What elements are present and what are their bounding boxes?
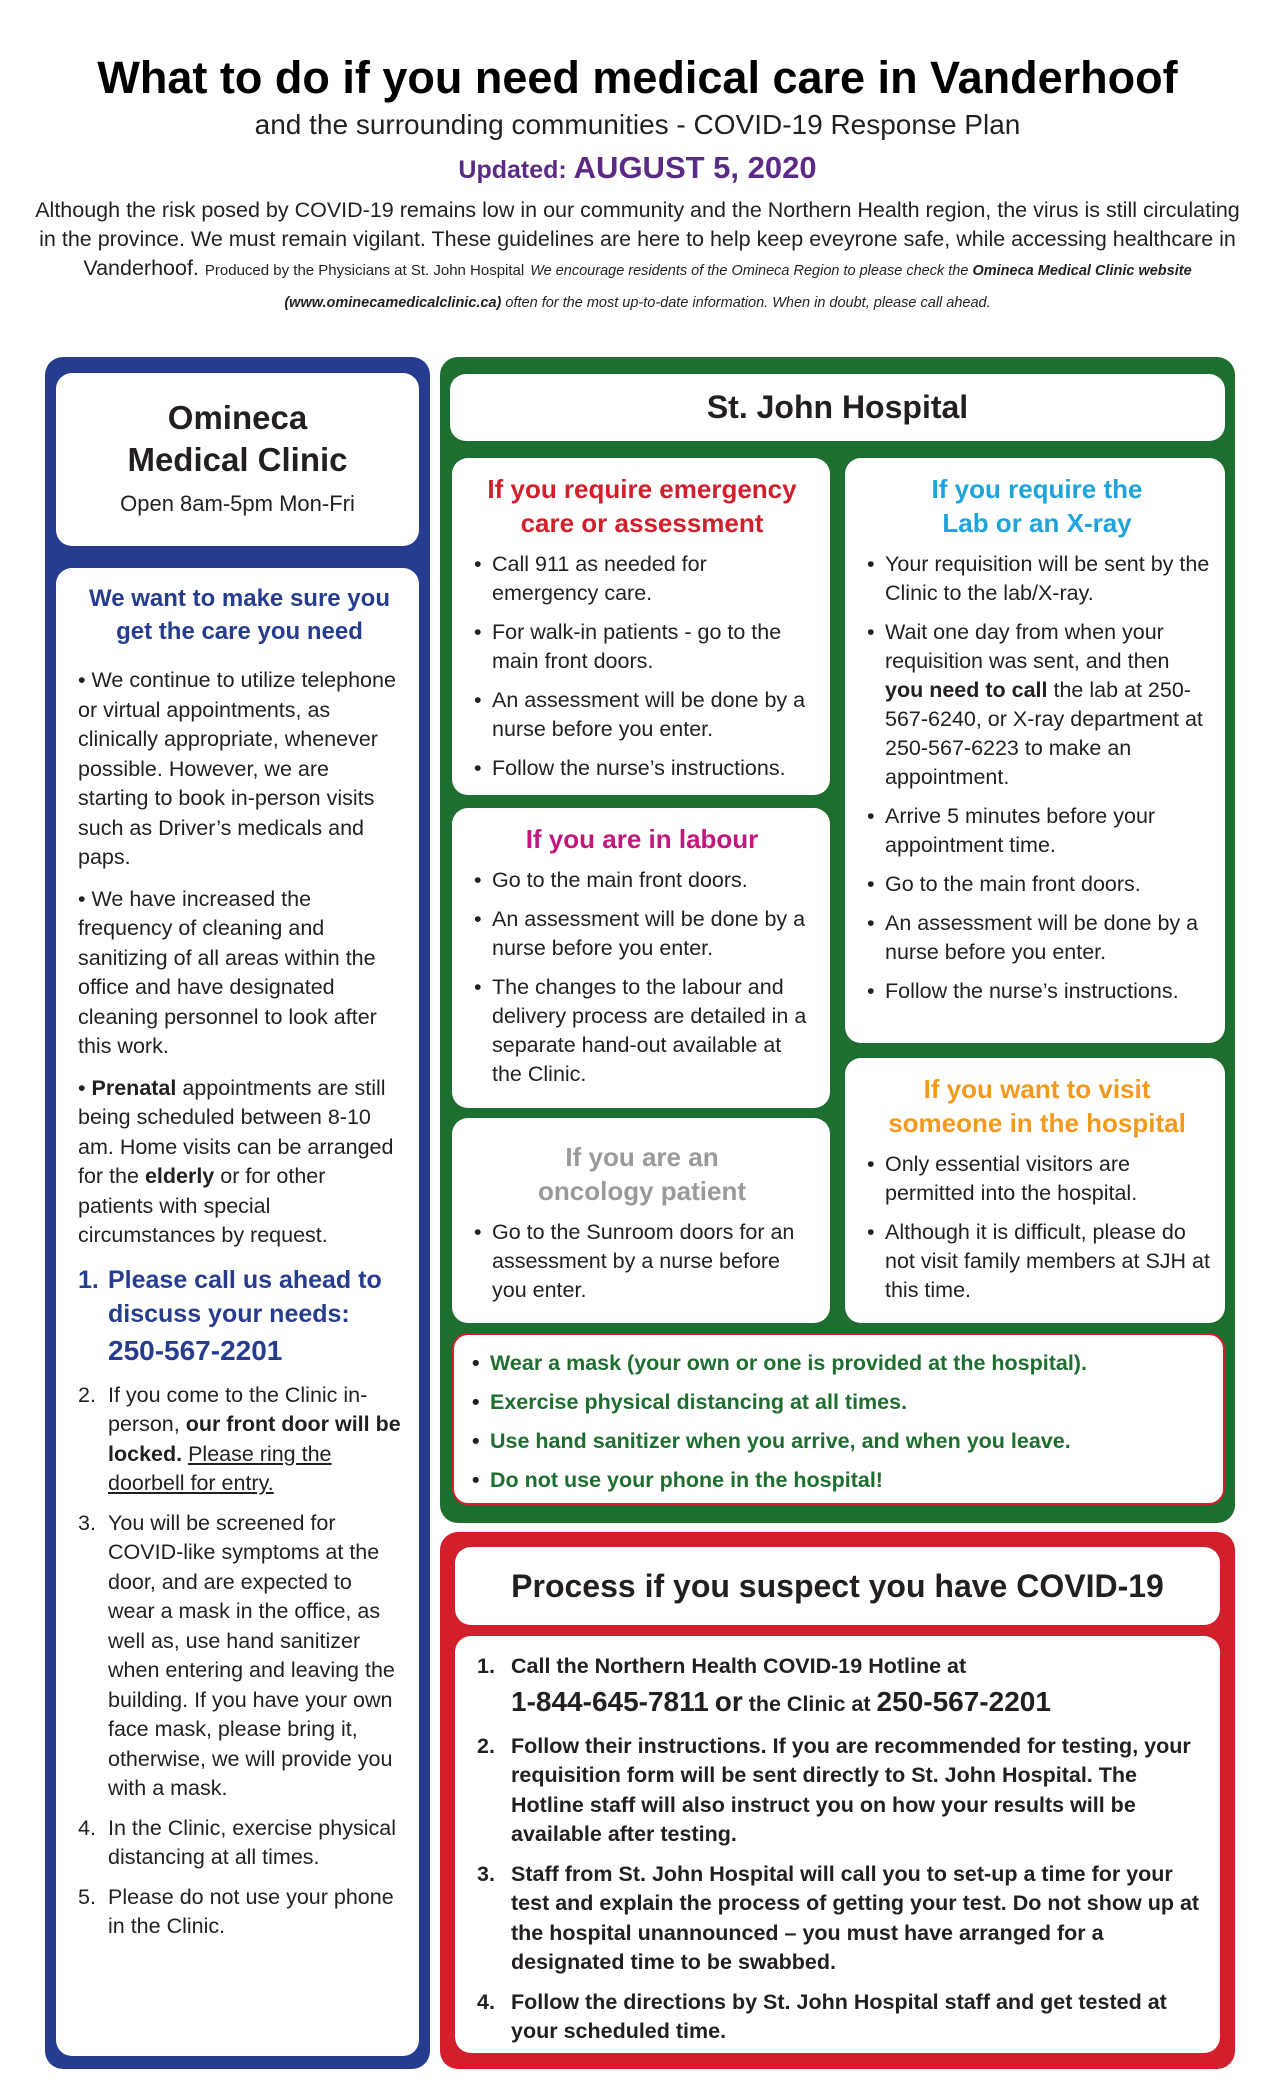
updated-label: Updated:: [458, 156, 567, 184]
covid-step-1-text: Call the Northern Health COVID-19 Hotline at: [511, 1654, 967, 1678]
updated-line: [30, 152, 1245, 186]
step-5-text: Please do not use your phone in the Clinic.: [108, 1884, 394, 1938]
updated-date: AUGUST 5, 2020: [573, 150, 817, 185]
lab-text-2a: Wait one day from when your requisition was sent, and then: [885, 620, 1170, 673]
page-subtitle: and the surrounding communities - COVID-19 Response Plan: [254, 109, 1021, 140]
hospital-rules-list: [466, 1349, 1211, 1495]
hospital-title: St. John Hospital: [706, 389, 969, 425]
list-item: • Although it is difficult, please do not visit family members at SJH at this time.: [861, 1218, 1213, 1305]
covid-title: Process if you suspect you have COVID-19: [511, 1568, 1164, 1604]
lab-title: If you require the Lab or an X-ray: [931, 474, 1143, 538]
visit-list: [861, 1150, 1213, 1305]
care-text-1: We continue to utilize telephone or virtual appointments, as clinically appropriate, whenever possible. However, we are starting to book in-person visits such as Driver’s medicals and paps.: [78, 668, 396, 869]
covid-step-2: [477, 1732, 1206, 1850]
oncology-list: [468, 1218, 816, 1305]
list-item: • An assessment will be done by a nurse before you enter.: [861, 909, 1213, 967]
care-paragraph-3: • Prenatal appointments are still being scheduled between 8-10 am. Home visits can be arranged for the elderly or for other patients with special circumstances by request.: [78, 1075, 394, 1247]
care-text-2: We have increased the frequency of cleaning and sanitizing of all areas within the office and have designated cleaning personnel to look after this work.: [78, 886, 377, 1058]
covid-step-1: [477, 1652, 1206, 1722]
step-3-text: You will be screened for COVID-like symptoms at the door, and are expected to wear a mask in the office, as well as, use hand sanitizer when entering and leaving the building. If you have your own face mask, please bring it, otherwise, we will provide you with a mask.: [108, 1510, 395, 1800]
visit-card: [845, 1058, 1225, 1323]
care-text-3b: or for other patients with special circumstances by request.: [78, 1164, 328, 1247]
lab-text-2b: the lab at 250-567-6240, or X-ray department at 250-567-6223 to make an appointment.: [885, 678, 1203, 789]
clinic-care-card: [56, 568, 419, 2056]
need-to-call-bold: you need to call: [885, 678, 1048, 702]
list-item: • An assessment will be done by a nurse before you enter.: [468, 905, 816, 963]
hospital-rules-card: [452, 1333, 1225, 1505]
step-number: 1.: [477, 1654, 495, 1678]
care-paragraph-2: • We have increased the frequency of cleaning and sanitizing of all areas within the office and have designated cleaning personnel to look after this work.: [78, 886, 377, 1058]
produced-by: Produced by the Physicians at St. John Hospital: [204, 262, 525, 279]
encourage-text-1: We encourage residents of the Omineca Region to please check the: [530, 263, 969, 279]
intro-text: Although the risk posed by COVID-19 remains low in our community and the Northern Health region, the virus is still circulating in the province. We must remain vigilant. These guidelines are here to help keep eveyrone safe, while accessing healthcare in Vanderhoof.: [35, 198, 1240, 280]
clinic-at-text: the Clinic at: [748, 1691, 871, 1716]
list-item: • Go to the main front doors.: [861, 870, 1213, 899]
step-number: 1.: [78, 1265, 99, 1294]
clinic-steps: [78, 1263, 401, 1942]
list-item: [861, 618, 1213, 792]
list-item: • Arrive 5 minutes before your appointment time.: [861, 802, 1213, 860]
clinic-step-5: [78, 1883, 401, 1942]
front-door-locked: our front door will be locked.: [108, 1412, 401, 1466]
care-text-3a: appointments are still being scheduled between 8-10 am. Home visits can be arranged for the: [78, 1075, 394, 1188]
step-4-text: In the Clinic, exercise physical distancing at all times.: [108, 1815, 396, 1869]
clinic-hours: Open 8am-5pm Mon-Fri: [120, 491, 355, 516]
prenatal-bold: Prenatal: [91, 1075, 177, 1100]
step-number: 2.: [78, 1382, 96, 1407]
list-item: • Exercise physical distancing at all times.: [466, 1388, 1211, 1417]
page-title: What to do if you need medical care in Vanderhoof: [97, 52, 1178, 103]
labour-list: [468, 866, 816, 1089]
list-item: • The changes to the labour and delivery process are detailed in a separate hand-out available at the Clinic.: [468, 973, 816, 1089]
list-item: • For walk-in patients - go to the main front doors.: [468, 618, 816, 676]
covid-step-3: [477, 1860, 1206, 1978]
lab-list: [861, 550, 1213, 1006]
clinic-step-4: [78, 1814, 401, 1873]
step-number: 5.: [78, 1884, 96, 1909]
step-number: 4.: [477, 1989, 495, 2014]
step-number: 3.: [477, 1861, 495, 1886]
clinic-website-link[interactable]: Omineca Medical Clinic website (www.ominecamedicalclinic.ca): [284, 263, 1192, 311]
covid-steps-card: [455, 1636, 1220, 2053]
labour-card: [452, 808, 830, 1108]
covid-steps: [477, 1652, 1206, 2047]
step-number: 4.: [78, 1815, 96, 1840]
covid-step-3-text: Staff from St. John Hospital will call you to set-up a time for your test and explain the process of getting your test. Do not show up at the hospital unannounced – you must have arranged for a designated time to be swabbed.: [511, 1861, 1200, 1974]
covid-step-2-text: Follow their instructions. If you are recommended for testing, your requisition form will be sent directly to St. John Hospital. The Hotline staff will also instruct you on how your results will be available after testing.: [511, 1733, 1191, 1846]
list-item: • Use hand sanitizer when you arrive, and when you leave.: [466, 1427, 1211, 1456]
encourage-text-2: often for the most up-to-date information. When in doubt, please call ahead.: [505, 295, 991, 311]
covid-step-4: [477, 1988, 1206, 2047]
hospital-title-card: [450, 374, 1225, 441]
visit-title: If you want to visit someone in the hospital: [888, 1074, 1186, 1138]
list-item: • Go to the Sunroom doors for an assessment by a nurse before you enter.: [468, 1218, 816, 1305]
list-item: • Only essential visitors are permitted into the hospital.: [861, 1150, 1213, 1208]
emergency-card: [452, 458, 830, 795]
list-item: • Wear a mask (your own or one is provided at the hospital).: [466, 1349, 1211, 1378]
or-text: or: [714, 1685, 743, 1717]
list-item: • Follow the nurse’s instructions.: [861, 977, 1213, 1006]
care-paragraph-1: • We continue to utilize telephone or virtual appointments, as clinically appropriate, whenever possible. However, we are starting to book in-person visits such as Driver’s medicals and paps.: [78, 668, 396, 869]
clinic-name-line2: Medical Clinic: [127, 441, 348, 478]
step-2-text: If you come to the Clinic in-person,: [108, 1382, 368, 1436]
list-item: • Your requisition will be sent by the Clinic to the lab/X-ray.: [861, 550, 1213, 608]
oncology-card: [452, 1118, 830, 1323]
labour-title: If you are in labour: [525, 824, 759, 854]
list-item: • Go to the main front doors.: [468, 866, 816, 895]
list-item: • Follow the nurse’s instructions.: [468, 754, 816, 783]
elderly-bold: elderly: [144, 1164, 215, 1188]
covid-step-4-text: Follow the directions by St. John Hospital staff and get tested at your scheduled time.: [511, 1989, 1167, 2043]
clinic-phone[interactable]: 250-567-2201: [108, 1334, 283, 1366]
list-item: • Do not use your phone in the hospital!: [466, 1466, 1211, 1495]
step-number: 2.: [477, 1733, 495, 1758]
list-item: • Call 911 as needed for emergency care.: [468, 550, 816, 608]
step-1-text: Please call us ahead to discuss your needs:: [108, 1265, 382, 1328]
oncology-title: If you are an oncology patient: [538, 1142, 746, 1206]
list-item: • An assessment will be done by a nurse before you enter.: [468, 686, 816, 744]
covid-clinic-phone[interactable]: 250-567-2201: [876, 1685, 1051, 1717]
intro-paragraph: [30, 196, 1245, 318]
clinic-step-2: [78, 1381, 401, 1499]
hotline-phone[interactable]: 1-844-645-7811: [511, 1685, 709, 1717]
emergency-list: [468, 550, 816, 783]
covid-title-card: [455, 1547, 1220, 1625]
emergency-title: If you require emergency care or assessment: [487, 474, 797, 538]
header: [30, 52, 1245, 318]
clinic-name-card: [56, 373, 419, 546]
clinic-name-line1: Omineca: [167, 399, 308, 436]
clinic-step-3: [78, 1509, 401, 1804]
lab-card: [845, 458, 1225, 1043]
care-title: We want to make sure you get the care you need: [89, 585, 390, 645]
step-number: 3.: [78, 1510, 96, 1535]
ring-doorbell-note: Please ring the doorbell for entry.: [108, 1441, 332, 1495]
clinic-step-1: [78, 1263, 401, 1371]
